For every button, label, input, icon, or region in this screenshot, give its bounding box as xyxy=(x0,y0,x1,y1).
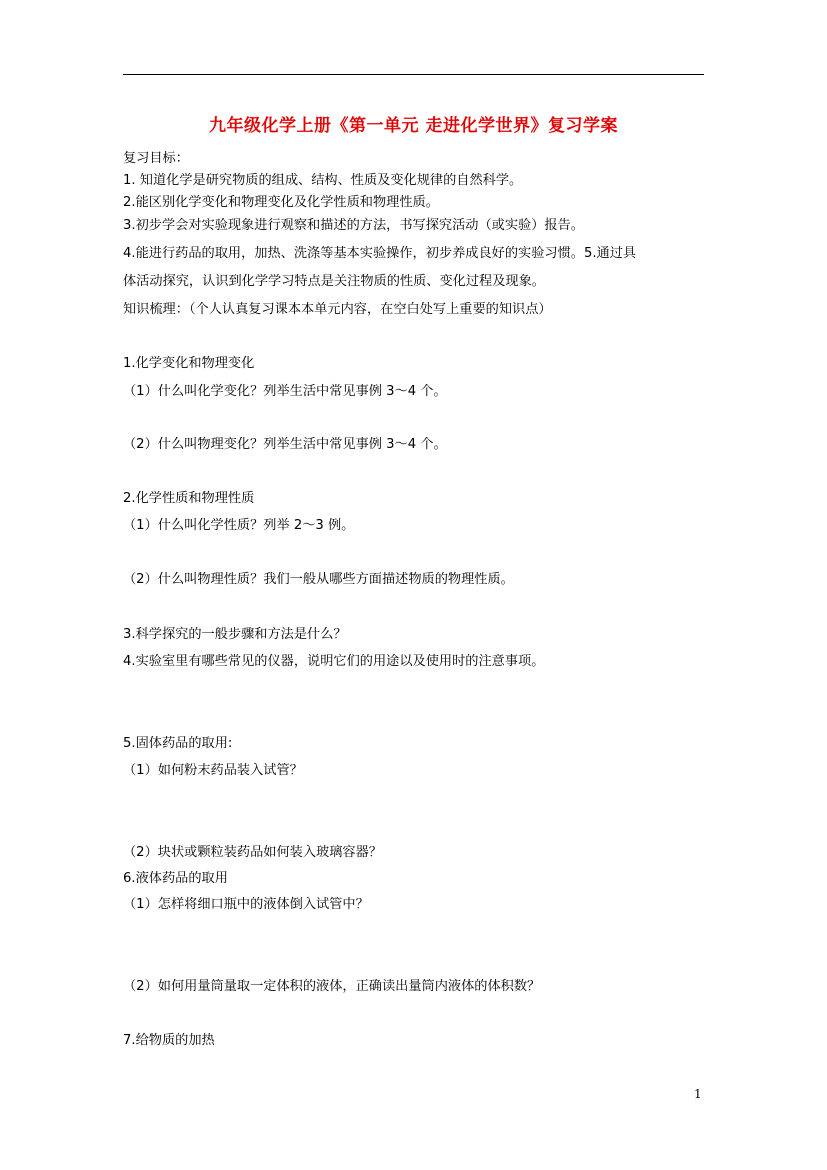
section-3-heading: 3.科学探究的一般步骤和方法是什么？ xyxy=(123,627,347,642)
question-5-2: （2）块状或颗粒装药品如何装入玻璃容器？ xyxy=(123,845,382,860)
goal-line-2: 2.能区别化学变化和物理变化及化学性质和物理性质。 xyxy=(123,195,439,210)
review-goals-heading: 复习目标： xyxy=(123,151,189,166)
section-7-heading: 7.给物质的加热 xyxy=(123,1033,215,1048)
knowledge-heading: 知识梳理：（个人认真复习课本本单元内容，在空白处写上重要的知识点） xyxy=(123,302,552,317)
question-2-1: （1）什么叫化学性质？列举 2～3 例。 xyxy=(123,518,355,533)
question-1-1: （1）什么叫化学变化？列举生活中常见事例 3～4 个。 xyxy=(123,384,447,399)
section-4-heading: 4.实验室里有哪些常见的仪器，说明它们的用途以及使用时的注意事项。 xyxy=(123,654,545,669)
goal-line-1: 1. 知道化学是研究物质的组成、结构、性质及变化规律的自然科学。 xyxy=(123,173,523,188)
question-2-2: （2）什么叫物理性质？我们一般从哪些方面描述物质的物理性质。 xyxy=(123,572,514,587)
page-number: 1 xyxy=(694,1087,702,1101)
goal-line-5: 体活动探究，认识到化学学习特点是关注物质的性质、变化过程及现象。 xyxy=(123,274,545,289)
section-5-heading: 5.固体药品的取用: xyxy=(123,736,233,751)
question-5-1: （1）如何粉末药品装入试管？ xyxy=(123,763,303,778)
goal-line-3: 3.初步学会对实验现象进行观察和描述的方法，书写探究活动（或实验）报告。 xyxy=(123,218,584,233)
goal-line-4: 4.能进行药品的取用，加热、洗涤等基本实验操作，初步养成良好的实验习惯。5.通过具 xyxy=(123,246,637,261)
question-1-2: （2）什么叫物理变化？列举生活中常见事例 3～4 个。 xyxy=(123,437,447,452)
question-6-2: （2）如何用量筒量取一定体积的液体，正确读出量筒内液体的体积数？ xyxy=(123,979,541,994)
section-2-heading: 2.化学性质和物理性质 xyxy=(123,491,255,506)
section-6-heading: 6.液体药品的取用 xyxy=(123,871,228,886)
header-rule xyxy=(123,74,704,75)
question-6-1: （1）怎样将细口瓶中的液体倒入试管中？ xyxy=(123,897,369,912)
document-title: 九年级化学上册《第一单元 走进化学世界》复习学案 xyxy=(209,116,618,136)
section-1-heading: 1.化学变化和物理变化 xyxy=(123,356,255,371)
